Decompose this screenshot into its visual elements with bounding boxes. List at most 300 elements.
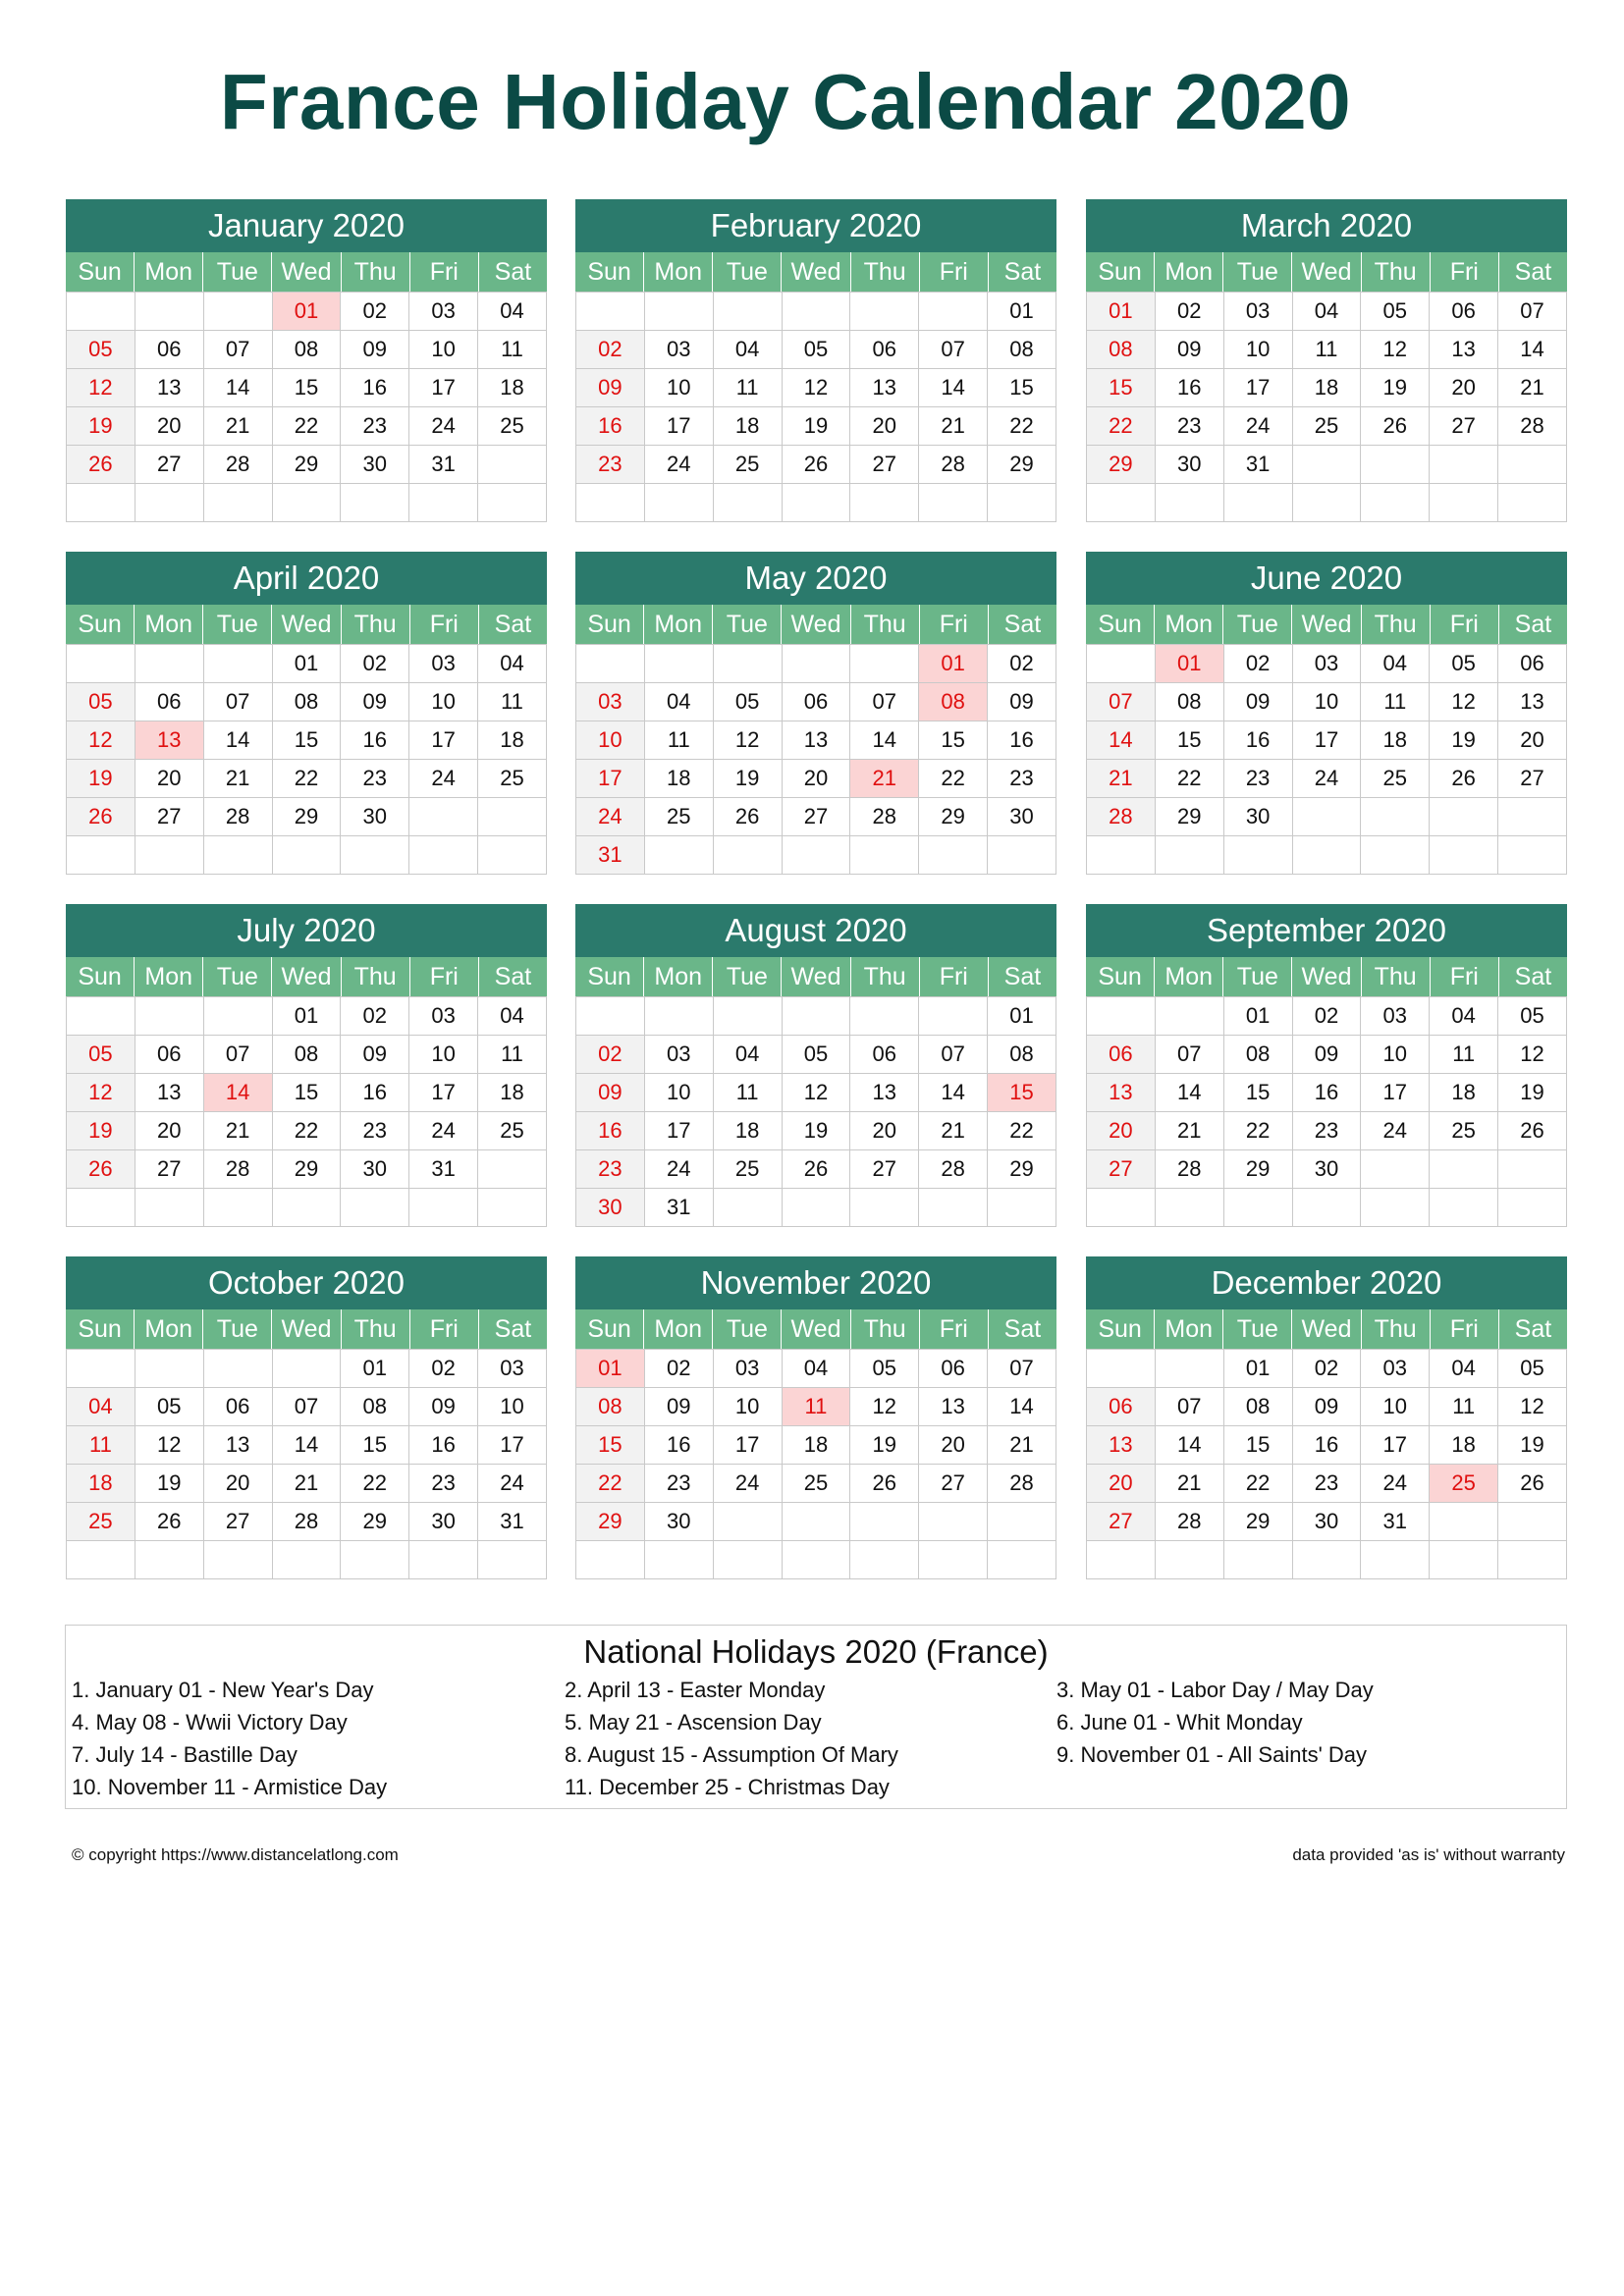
day-cell: 25 (714, 446, 783, 484)
day-cell: 02 (576, 331, 645, 369)
day-cell: 04 (1361, 645, 1430, 683)
empty-cell (1430, 446, 1498, 484)
day-cell: 12 (135, 1426, 204, 1465)
day-cell: 21 (919, 407, 988, 446)
weekday-label: Mon (134, 957, 202, 996)
weekday-label: Tue (1222, 605, 1291, 644)
day-cell: 07 (919, 1036, 988, 1074)
day-cell: 31 (1224, 446, 1293, 484)
day-cell: 27 (850, 446, 919, 484)
day-cell: 28 (850, 798, 919, 836)
day-cell: 25 (67, 1503, 135, 1541)
empty-cell (1293, 484, 1362, 522)
weekday-label: Fri (409, 252, 478, 292)
empty-cell (135, 293, 204, 331)
day-cell: 12 (67, 369, 135, 407)
day-cell: 19 (1498, 1074, 1567, 1112)
holiday-item: 9. November 01 - All Saints' Day (1056, 1742, 1368, 1767)
empty-cell (1087, 997, 1156, 1036)
day-cell: 08 (273, 331, 342, 369)
day-cell: 01 (988, 293, 1056, 331)
weekday-label: Sat (1498, 252, 1567, 292)
empty-cell (478, 836, 547, 875)
weekday-label: Fri (409, 1309, 478, 1349)
day-cell: 23 (576, 446, 645, 484)
day-cell: 20 (1087, 1465, 1156, 1503)
empty-cell (478, 1150, 547, 1189)
empty-cell (714, 1541, 783, 1579)
empty-cell (576, 484, 645, 522)
empty-cell (67, 997, 135, 1036)
weekday-label: Tue (712, 252, 781, 292)
day-cell: 29 (988, 446, 1056, 484)
day-cell: 20 (135, 760, 204, 798)
day-cell: 30 (341, 798, 409, 836)
weekday-label: Tue (202, 957, 271, 996)
day-cell: 01 (341, 1350, 409, 1388)
weekday-label: Thu (850, 1309, 919, 1349)
day-cell: 21 (1498, 369, 1567, 407)
weekday-label: Thu (850, 252, 919, 292)
day-cell: 09 (988, 683, 1056, 721)
empty-cell (1087, 645, 1156, 683)
weekday-label: Mon (1154, 605, 1222, 644)
day-cell: 26 (714, 798, 783, 836)
empty-cell (1156, 1541, 1224, 1579)
day-cell: 13 (1498, 683, 1567, 721)
copyright-text: © copyright https://www.distancelatlong.com (72, 1845, 399, 1864)
day-cell: 30 (988, 798, 1056, 836)
day-cell: 26 (67, 798, 135, 836)
day-cell: 15 (341, 1426, 409, 1465)
day-cell: 25 (783, 1465, 851, 1503)
day-cell: 24 (1361, 1465, 1430, 1503)
day-cell: 16 (1293, 1074, 1362, 1112)
day-cell: 31 (409, 1150, 478, 1189)
day-cell: 17 (1293, 721, 1362, 760)
day-cell: 15 (273, 721, 342, 760)
empty-cell (478, 484, 547, 522)
empty-cell (1087, 1350, 1156, 1388)
empty-cell (714, 1503, 783, 1541)
day-cell: 01 (919, 645, 988, 683)
day-cell: 24 (1361, 1112, 1430, 1150)
day-cell: 28 (1087, 798, 1156, 836)
month-title: March 2020 (1086, 199, 1567, 252)
day-cell: 08 (273, 1036, 342, 1074)
day-cell: 10 (714, 1388, 783, 1426)
day-cell: 02 (341, 645, 409, 683)
weekday-label: Mon (1154, 957, 1222, 996)
empty-cell (67, 1189, 135, 1227)
month-calendar (1086, 199, 1567, 522)
day-cell: 29 (341, 1503, 409, 1541)
empty-cell (341, 836, 409, 875)
empty-cell (1361, 446, 1430, 484)
weekday-label: Thu (1361, 1309, 1430, 1349)
day-cell: 19 (783, 407, 851, 446)
day-cell: 24 (645, 446, 714, 484)
day-cell: 22 (1224, 1465, 1293, 1503)
day-cell: 06 (204, 1388, 273, 1426)
day-cell: 28 (919, 1150, 988, 1189)
day-cell: 08 (1224, 1388, 1293, 1426)
day-cell: 03 (645, 1036, 714, 1074)
holiday-item: 6. June 01 - Whit Monday (1056, 1710, 1303, 1735)
day-cell: 25 (645, 798, 714, 836)
day-cell: 05 (1361, 293, 1430, 331)
empty-cell (478, 1189, 547, 1227)
day-cell: 11 (1430, 1036, 1498, 1074)
month-calendar (1086, 904, 1567, 1227)
day-cell: 18 (67, 1465, 135, 1503)
day-cell: 25 (478, 760, 547, 798)
day-cell: 24 (576, 798, 645, 836)
day-cell: 11 (714, 1074, 783, 1112)
holidays-legend (65, 1625, 1567, 1809)
weekday-label: Tue (712, 1309, 781, 1349)
day-cell: 13 (1087, 1426, 1156, 1465)
day-cell: 16 (988, 721, 1056, 760)
day-cell: 22 (273, 1112, 342, 1150)
day-cell: 09 (1293, 1388, 1362, 1426)
day-cell: 06 (850, 331, 919, 369)
weekday-label: Fri (1430, 957, 1498, 996)
day-cell: 08 (919, 683, 988, 721)
empty-cell (1430, 1503, 1498, 1541)
day-cell: 24 (409, 1112, 478, 1150)
empty-cell (341, 484, 409, 522)
day-cell: 18 (783, 1426, 851, 1465)
day-grid (66, 1349, 547, 1579)
empty-cell (1087, 836, 1156, 875)
day-cell: 24 (645, 1150, 714, 1189)
empty-cell (478, 446, 547, 484)
day-cell: 10 (1293, 683, 1362, 721)
empty-cell (919, 484, 988, 522)
day-cell: 31 (409, 446, 478, 484)
day-cell: 10 (1224, 331, 1293, 369)
day-cell: 05 (67, 683, 135, 721)
day-cell: 03 (576, 683, 645, 721)
weekday-label: Wed (271, 1309, 340, 1349)
day-cell: 01 (988, 997, 1056, 1036)
day-cell: 04 (478, 293, 547, 331)
day-cell: 08 (341, 1388, 409, 1426)
day-cell: 01 (273, 293, 342, 331)
empty-cell (409, 1189, 478, 1227)
month-calendar (575, 199, 1056, 522)
day-cell: 15 (576, 1426, 645, 1465)
empty-cell (783, 836, 851, 875)
weekday-label: Sun (1098, 258, 1142, 286)
day-cell: 05 (1430, 645, 1498, 683)
day-cell: 05 (850, 1350, 919, 1388)
disclaimer-text: data provided 'as is' without warranty (1292, 1845, 1565, 1864)
day-cell: 04 (1430, 997, 1498, 1036)
empty-cell (273, 836, 342, 875)
empty-cell (1087, 484, 1156, 522)
day-cell: 17 (478, 1426, 547, 1465)
empty-cell (783, 997, 851, 1036)
day-cell: 05 (67, 331, 135, 369)
day-cell: 08 (1224, 1036, 1293, 1074)
day-cell: 11 (1361, 683, 1430, 721)
empty-cell (576, 293, 645, 331)
day-cell: 26 (67, 446, 135, 484)
day-cell: 12 (1361, 331, 1430, 369)
empty-cell (67, 836, 135, 875)
day-cell: 17 (409, 721, 478, 760)
day-cell: 17 (1361, 1426, 1430, 1465)
day-cell: 04 (478, 997, 547, 1036)
day-cell: 21 (1087, 760, 1156, 798)
day-cell: 11 (67, 1426, 135, 1465)
day-cell: 19 (714, 760, 783, 798)
month-title: August 2020 (575, 904, 1056, 957)
day-grid (66, 292, 547, 522)
weekday-label: Sat (478, 252, 547, 292)
empty-cell (1498, 484, 1567, 522)
empty-cell (204, 1541, 273, 1579)
day-cell: 14 (1156, 1426, 1224, 1465)
day-cell: 09 (645, 1388, 714, 1426)
day-grid (575, 292, 1056, 522)
day-cell: 06 (135, 1036, 204, 1074)
empty-cell (850, 836, 919, 875)
day-cell: 07 (1156, 1036, 1224, 1074)
empty-cell (919, 997, 988, 1036)
weekday-label: Sat (1498, 605, 1567, 644)
day-cell: 14 (273, 1426, 342, 1465)
day-cell: 17 (409, 369, 478, 407)
day-cell: 30 (1293, 1150, 1362, 1189)
day-grid (575, 996, 1056, 1227)
day-cell: 29 (273, 1150, 342, 1189)
day-cell: 27 (135, 446, 204, 484)
weekday-label: Tue (202, 1309, 271, 1349)
day-cell: 18 (714, 407, 783, 446)
day-cell: 17 (645, 1112, 714, 1150)
day-cell: 07 (850, 683, 919, 721)
day-cell: 06 (135, 683, 204, 721)
empty-cell (1361, 1541, 1430, 1579)
day-cell: 22 (341, 1465, 409, 1503)
empty-cell (67, 293, 135, 331)
day-cell: 25 (1430, 1465, 1498, 1503)
day-cell: 09 (576, 369, 645, 407)
day-cell: 27 (204, 1503, 273, 1541)
empty-cell (988, 484, 1056, 522)
day-cell: 13 (783, 721, 851, 760)
day-grid (66, 644, 547, 875)
holiday-item: 8. August 15 - Assumption Of Mary (565, 1742, 898, 1767)
weekday-label: Fri (919, 1309, 988, 1349)
day-cell: 18 (1361, 721, 1430, 760)
day-cell: 06 (919, 1350, 988, 1388)
empty-cell (714, 484, 783, 522)
weekday-label: Sat (988, 957, 1056, 996)
day-cell: 19 (67, 1112, 135, 1150)
day-cell: 22 (576, 1465, 645, 1503)
weekday-label: Mon (134, 605, 202, 644)
day-cell: 28 (204, 446, 273, 484)
day-cell: 20 (204, 1465, 273, 1503)
empty-cell (341, 1189, 409, 1227)
day-cell: 16 (341, 721, 409, 760)
day-cell: 09 (1156, 331, 1224, 369)
day-cell: 17 (1224, 369, 1293, 407)
weekday-label: Mon (643, 252, 712, 292)
day-cell: 08 (988, 331, 1056, 369)
day-cell: 04 (783, 1350, 851, 1388)
day-cell: 19 (67, 407, 135, 446)
day-cell: 10 (645, 369, 714, 407)
day-cell: 10 (576, 721, 645, 760)
day-cell: 24 (1224, 407, 1293, 446)
empty-cell (1430, 1189, 1498, 1227)
month-calendar (66, 199, 547, 522)
day-cell: 20 (850, 1112, 919, 1150)
empty-cell (783, 1503, 851, 1541)
empty-cell (645, 484, 714, 522)
day-cell: 07 (204, 1036, 273, 1074)
day-cell: 02 (645, 1350, 714, 1388)
day-cell: 23 (341, 1112, 409, 1150)
day-cell: 20 (1087, 1112, 1156, 1150)
day-cell: 14 (204, 1074, 273, 1112)
day-cell: 03 (1361, 997, 1430, 1036)
empty-cell (1293, 1189, 1362, 1227)
day-cell: 29 (273, 798, 342, 836)
day-cell: 07 (273, 1388, 342, 1426)
day-cell: 20 (919, 1426, 988, 1465)
month-title: April 2020 (66, 552, 547, 605)
empty-cell (204, 836, 273, 875)
day-cell: 11 (478, 331, 547, 369)
day-cell: 14 (1087, 721, 1156, 760)
day-cell: 15 (988, 1074, 1056, 1112)
weekday-label: Wed (271, 252, 340, 292)
day-cell: 22 (1224, 1112, 1293, 1150)
day-cell: 13 (850, 1074, 919, 1112)
day-cell: 09 (1224, 683, 1293, 721)
weekday-label: Sat (1498, 957, 1567, 996)
day-cell: 12 (1430, 683, 1498, 721)
day-cell: 09 (1293, 1036, 1362, 1074)
weekday-label: Sat (478, 1309, 547, 1349)
holidays-title: National Holidays 2020 (France) (583, 1633, 1049, 1670)
empty-cell (204, 1350, 273, 1388)
day-cell: 13 (135, 369, 204, 407)
day-cell: 28 (273, 1503, 342, 1541)
weekday-label: Thu (341, 1309, 409, 1349)
empty-cell (645, 645, 714, 683)
empty-cell (988, 836, 1056, 875)
day-cell: 05 (67, 1036, 135, 1074)
weekday-label: Fri (409, 957, 478, 996)
day-cell: 11 (714, 369, 783, 407)
empty-cell (919, 1541, 988, 1579)
day-cell: 26 (783, 1150, 851, 1189)
month-calendar (66, 1256, 547, 1579)
weekday-header (66, 252, 547, 292)
day-cell: 23 (1293, 1112, 1362, 1150)
day-cell: 29 (1224, 1150, 1293, 1189)
weekday-header (66, 1309, 547, 1349)
empty-cell (204, 484, 273, 522)
empty-cell (714, 645, 783, 683)
day-cell: 18 (714, 1112, 783, 1150)
empty-cell (783, 293, 851, 331)
day-cell: 06 (1430, 293, 1498, 331)
day-cell: 11 (478, 1036, 547, 1074)
day-cell: 29 (1087, 446, 1156, 484)
day-cell: 10 (409, 1036, 478, 1074)
day-cell: 02 (341, 293, 409, 331)
day-cell: 21 (1156, 1465, 1224, 1503)
weekday-label: Sun (78, 611, 122, 638)
empty-cell (850, 293, 919, 331)
empty-cell (1361, 1150, 1430, 1189)
day-cell: 20 (1430, 369, 1498, 407)
page-title: France Holiday Calendar 2020 (219, 58, 1352, 145)
day-cell: 27 (1430, 407, 1498, 446)
day-cell: 23 (1156, 407, 1224, 446)
empty-cell (409, 484, 478, 522)
day-cell: 18 (1430, 1426, 1498, 1465)
day-cell: 15 (1156, 721, 1224, 760)
empty-cell (135, 997, 204, 1036)
empty-cell (850, 1189, 919, 1227)
day-cell: 16 (341, 369, 409, 407)
day-cell: 28 (204, 1150, 273, 1189)
empty-cell (1430, 484, 1498, 522)
day-cell: 01 (576, 1350, 645, 1388)
day-cell: 07 (1087, 683, 1156, 721)
day-cell: 06 (850, 1036, 919, 1074)
day-cell: 15 (988, 369, 1056, 407)
day-cell: 03 (478, 1350, 547, 1388)
day-cell: 11 (1293, 331, 1362, 369)
day-grid (1086, 292, 1567, 522)
day-cell: 30 (576, 1189, 645, 1227)
weekday-header (575, 252, 1056, 292)
day-cell: 26 (1430, 760, 1498, 798)
weekday-label: Fri (409, 605, 478, 644)
weekday-label: Sat (988, 1309, 1056, 1349)
day-cell: 27 (1087, 1150, 1156, 1189)
day-cell: 21 (204, 407, 273, 446)
day-cell: 03 (409, 645, 478, 683)
empty-cell (135, 836, 204, 875)
day-cell: 20 (1498, 721, 1567, 760)
day-cell: 27 (783, 798, 851, 836)
empty-cell (1361, 484, 1430, 522)
day-cell: 18 (478, 369, 547, 407)
day-cell: 02 (341, 997, 409, 1036)
weekday-header (575, 1309, 1056, 1349)
day-cell: 03 (1361, 1350, 1430, 1388)
weekday-label: Mon (134, 1309, 202, 1349)
month-title: October 2020 (66, 1256, 547, 1309)
day-cell: 23 (988, 760, 1056, 798)
day-cell: 27 (850, 1150, 919, 1189)
day-cell: 07 (919, 331, 988, 369)
month-title: May 2020 (575, 552, 1056, 605)
day-cell: 16 (1156, 369, 1224, 407)
empty-cell (409, 1541, 478, 1579)
